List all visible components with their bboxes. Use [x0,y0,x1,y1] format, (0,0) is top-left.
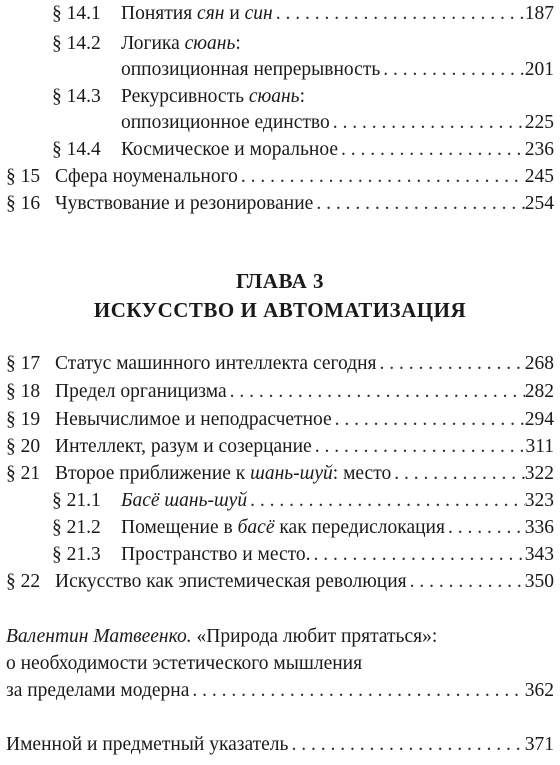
entry-title: Интеллект, разум и созерцание [55,436,312,457]
leader-dots [288,731,524,758]
toc-entry-14-2 [0,30,554,57]
entry-title: Сфера ноуменального [55,166,238,187]
page-number: 323 [524,490,554,511]
afterword-title: «Природа любит прятаться»: [191,626,438,647]
toc-entry-21-2 [0,514,554,541]
page-number: 245 [524,166,554,187]
section-number: § 21.1 [52,490,101,511]
entry-title: Рекурсивность сюань: [121,86,305,107]
leader-dots [189,677,524,704]
section-number: § 21.3 [52,544,101,565]
leader-dots [338,136,525,163]
toc-entry-19 [0,406,554,433]
entry-title-continued: оппозиционное единство [121,112,330,133]
entry-title: Чувствование и резонирование [55,193,314,214]
entry-title: Второе приближение к шань-шуй: место [55,463,392,484]
afterword-line-1 [6,623,554,650]
leader-dots [380,56,525,83]
toc-entry-14-3 [0,83,554,110]
page-number: 294 [524,409,554,430]
leader-dots [313,190,524,217]
toc-entry-16 [0,190,554,217]
leader-dots [238,163,525,190]
section-number: § 14.1 [52,3,101,24]
chapter-title: ИСКУССТВО И АВТОМАТИЗАЦИЯ [93,298,467,322]
page-number: 322 [524,463,554,484]
toc-entry-22 [0,568,554,595]
afterword-line-3 [6,677,554,704]
leader-dots [273,0,525,27]
entry-title: Искусство как эпистемическая революция [55,571,407,592]
leader-dots [391,460,525,487]
entry-title: Понятия сян и син [121,3,273,24]
page-number: 187 [524,3,554,24]
leader-dots [311,541,525,568]
section-number: § 21.2 [52,517,101,538]
section-number: § 14.4 [52,139,101,160]
leader-dots [377,350,525,377]
afterword-line-3-text: за пределами модерна [6,680,190,701]
toc-entry-21-3 [0,541,554,568]
toc-entry-15 [0,163,554,190]
entry-title: Пространство и место. [121,544,311,565]
leader-dots [330,109,525,136]
toc-entry-21-1 [0,487,554,514]
section-number: § 17 [6,353,41,374]
toc-entry-17 [0,350,554,377]
page-number: 254 [524,193,554,214]
toc-entry-18 [0,378,554,405]
chapter-number: ГЛАВА 3 [235,269,325,293]
leader-dots [227,378,525,405]
page-number: 268 [524,353,554,374]
leader-dots [247,487,525,514]
entry-title: Басё шань-шуй [121,490,248,511]
section-number: § 16 [6,193,41,214]
toc-entry-14-3-cont [0,109,554,136]
entry-title-continued: оппозиционная непрерывность [121,59,381,80]
afterword-author: Валентин Матвеенко. [6,626,192,647]
toc-entry-index [6,731,554,758]
section-number: § 14.3 [52,86,101,107]
section-number: § 20 [6,436,41,457]
leader-dots [312,433,526,460]
page-number: 225 [524,112,554,133]
entry-title: Космическое и моральное [121,139,338,160]
leader-dots [445,514,525,541]
page-number: 201 [524,59,554,80]
toc-entry-21 [0,460,554,487]
toc-entry-14-1 [0,0,554,27]
section-number: § 21 [6,463,41,484]
entry-title: Невычислимое и неподрасчетное [55,409,332,430]
index-label: Именной и предметный указатель [6,734,289,755]
entry-title: Предел органицизма [55,381,227,402]
toc-entry-14-4 [0,136,554,163]
page-number: 371 [524,734,554,755]
page-number: 362 [524,680,554,701]
toc-entry-20 [0,433,554,460]
section-number: § 22 [6,571,41,592]
entry-title: Статус машинного интеллекта сегодня [55,353,377,374]
leader-dots [332,406,525,433]
leader-dots [407,568,525,595]
page-number: 336 [524,517,554,538]
page-number: 282 [524,381,554,402]
page-number: 350 [524,571,554,592]
afterword-line-2: о необходимости эстетического мышления [6,653,363,674]
section-number: § 15 [6,166,41,187]
toc-entry-14-2-cont [0,56,554,83]
entry-title: Помещение в басё как передислокация [121,517,445,538]
entry-title: Логика сюань: [121,33,241,54]
page-number: 236 [524,139,554,160]
section-number: § 18 [6,381,41,402]
section-number: § 14.2 [52,33,101,54]
page-number: 311 [525,436,554,457]
page-number: 343 [524,544,554,565]
section-number: § 19 [6,409,41,430]
